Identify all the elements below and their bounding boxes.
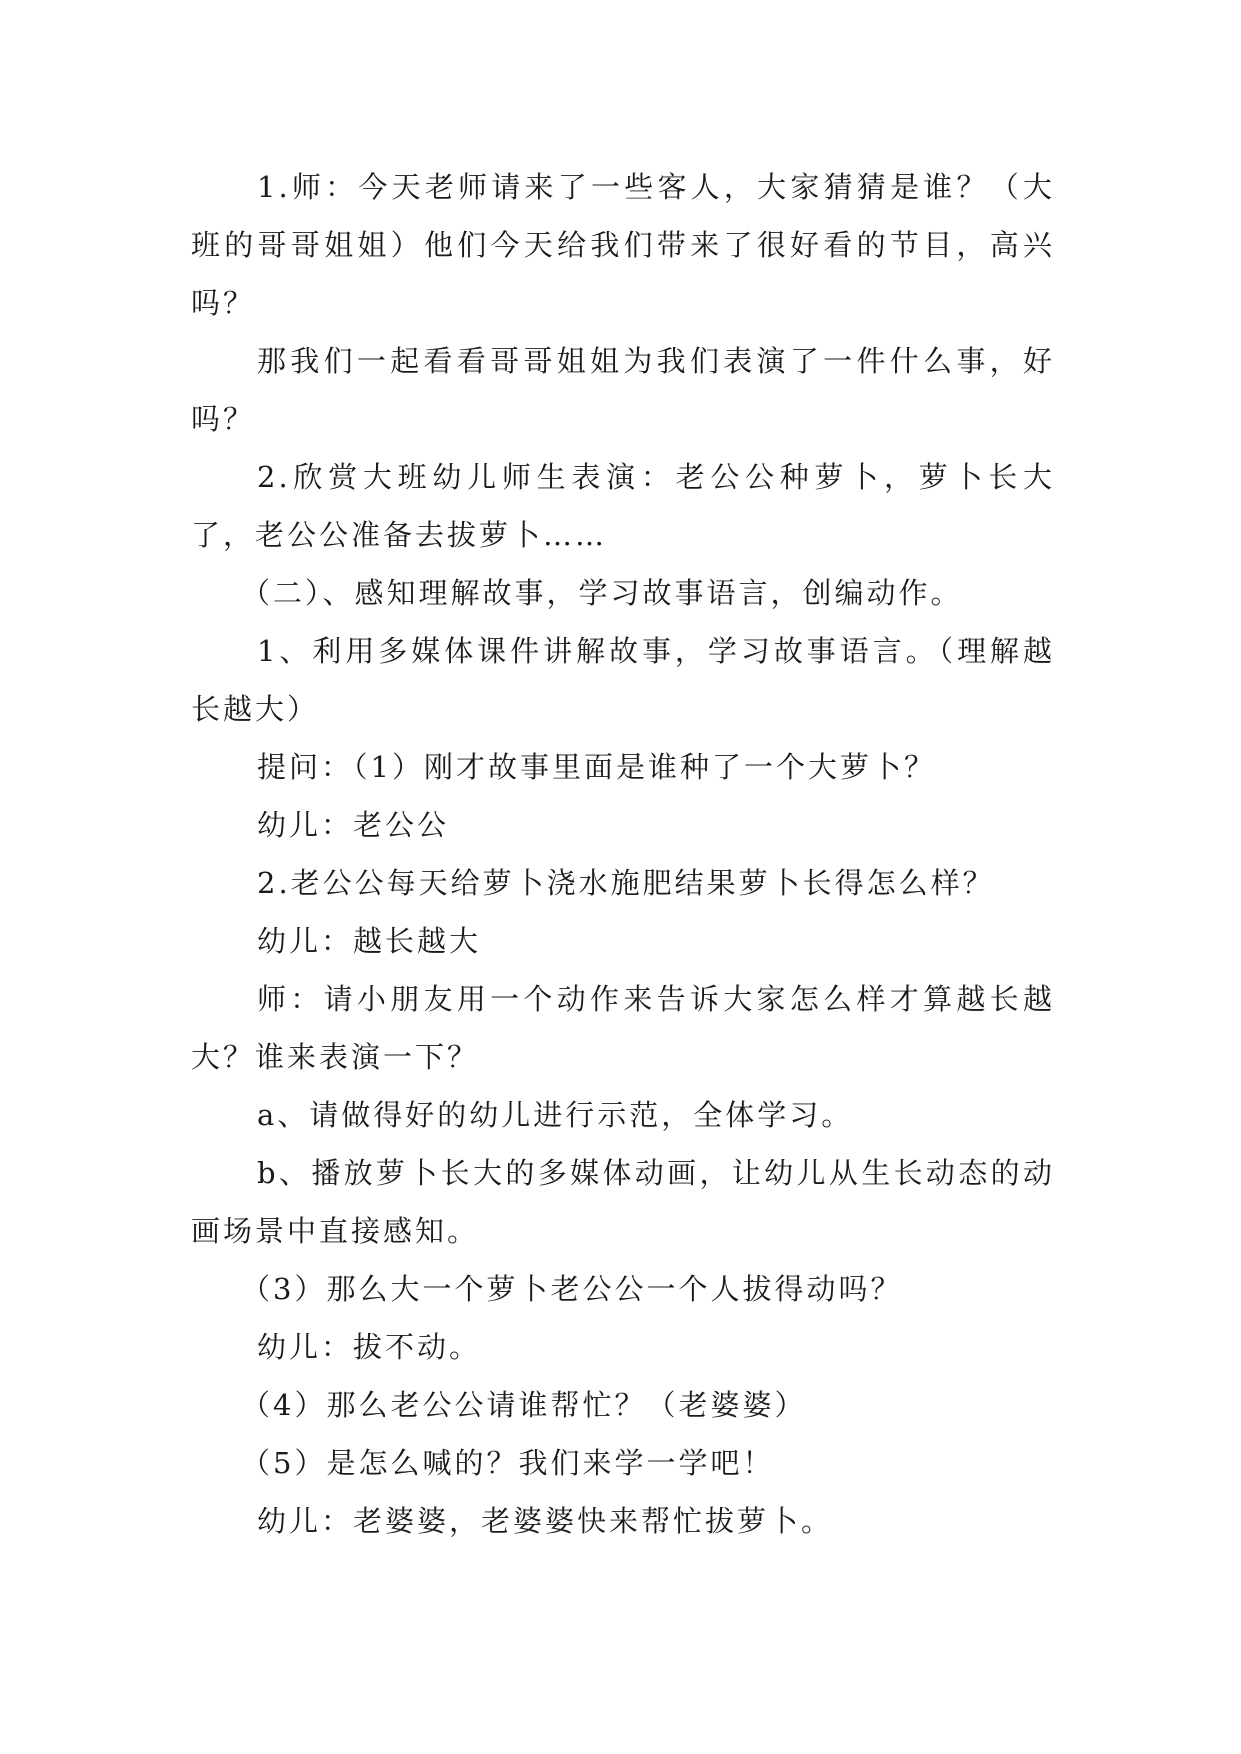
paragraph-teacher-action-prompt: 师：请小朋友用一个动作来告诉大家怎么样才算越长越大？谁来表演一下？ (191, 982, 1055, 1074)
paragraph-answer-2: 幼儿：越长越大 (257, 924, 482, 958)
paragraph-appreciate-performance: 2.欣赏大班幼儿师生表演：老公公种萝卜，萝卜长大了，老公公准备去拔萝卜…… (191, 460, 1055, 552)
paragraph-answer-3: 幼儿：拔不动。 (257, 1330, 482, 1364)
section-heading-two: （二）、感知理解故事，学习故事语言，创编动作。 (241, 576, 963, 610)
paragraph-watch-together: 那我们一起看看哥哥姐姐为我们表演了一件什么事，好吗？ (191, 344, 1055, 436)
paragraph-answer-1: 幼儿：老公公 (257, 808, 450, 842)
paragraph-item-b: b、播放萝卜长大的多媒体动画，让幼儿从生长动态的动画场景中直接感知。 (191, 1156, 1055, 1248)
paragraph-question-3: （3）那么大一个萝卜老公公一个人拔得动吗？ (241, 1272, 903, 1306)
paragraph-question-2: 2.老公公每天给萝卜浇水施肥结果萝卜长得怎么样？ (257, 866, 995, 900)
paragraph-question-1: 提问：（1）刚才故事里面是谁种了一个大萝卜？ (257, 750, 936, 784)
paragraph-question-4: （4）那么老公公请谁帮忙？（老婆婆） (241, 1388, 807, 1422)
paragraph-question-5: （5）是怎么喊的？我们来学一学吧！ (241, 1446, 775, 1480)
document-body (191, 158, 1055, 1550)
paragraph-multimedia-story: 1、利用多媒体课件讲解故事，学习故事语言。（理解越长越大） (191, 634, 1055, 726)
paragraph-answer-5: 幼儿：老婆婆，老婆婆快来帮忙拔萝卜。 (257, 1504, 834, 1538)
paragraph-item-a: a、请做得好的幼儿进行示范，全体学习。 (257, 1098, 854, 1132)
paragraph-intro-question: 1.师：今天老师请来了一些客人，大家猜猜是谁？（大班的哥哥姐姐）他们今天给我们带来了很好看的节目，高兴吗？ (191, 170, 1055, 320)
